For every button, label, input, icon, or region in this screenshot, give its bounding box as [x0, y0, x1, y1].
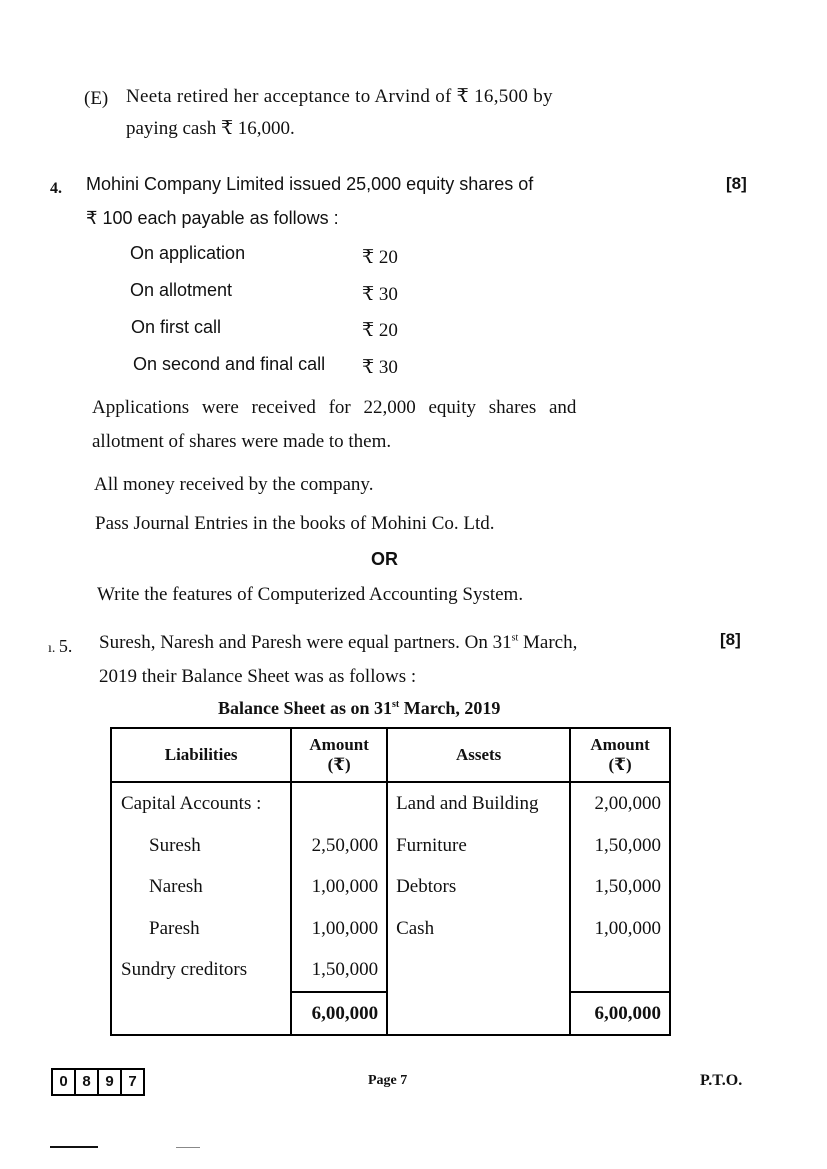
schedule-label: On second and final call	[133, 354, 326, 374]
page-number: Page 7	[368, 1073, 408, 1088]
q4-para1-line1: Applications were received for 22,000 equity shares and	[92, 397, 577, 418]
liabilities-column	[111, 782, 291, 1035]
balance-sheet-table	[110, 727, 671, 1036]
q4-para1-line2: allotment of shares were made to them.	[92, 431, 392, 452]
asset-amount: 1,00,000	[594, 917, 661, 939]
q3e-label: (E)	[84, 88, 109, 109]
schedule-amount: ₹ 20	[362, 320, 398, 341]
q4-marks: [8]	[726, 174, 747, 193]
schedule-amount: ₹ 20	[362, 247, 398, 268]
total-assets: 6,00,000	[571, 991, 669, 1035]
q5-number: ı. 5.	[48, 636, 73, 656]
q4-line2: ₹ 100 each payable as follows :	[86, 208, 339, 228]
table-header-row	[111, 728, 670, 782]
q5-number-text: 5.	[58, 636, 73, 656]
liability-label: Suresh	[149, 834, 201, 856]
liability-label: Paresh	[149, 917, 200, 939]
header-assets: Assets	[387, 728, 570, 782]
liability-amount: 2,50,000	[311, 834, 379, 856]
liability-amount: 1,00,000	[311, 876, 379, 897]
header-liabilities: Liabilities	[111, 728, 291, 782]
asset-label: Debtors	[396, 876, 457, 897]
q3e-line2: paying cash ₹ 16,000.	[126, 118, 295, 139]
q4-para2: All money received by the company.	[94, 474, 374, 495]
table-body-row	[111, 782, 670, 1035]
q5-line1: Suresh, Naresh and Paresh were equal partners. On 31st March,	[99, 632, 578, 653]
liability-label: Naresh	[149, 876, 203, 897]
liability-amount: 1,00,000	[311, 917, 379, 939]
schedule-amount: ₹ 30	[362, 284, 398, 305]
paper-code-digit: 0	[53, 1070, 76, 1094]
schedule-label: On allotment	[130, 280, 233, 300]
liability-label: Capital Accounts :	[121, 793, 262, 814]
q4-para3: Pass Journal Entries in the books of Mohini Co. Ltd.	[95, 513, 495, 534]
paper-code-box	[51, 1068, 145, 1096]
schedule-label: On first call	[131, 317, 222, 337]
asset-label: Furniture	[396, 834, 467, 856]
total-liabilities: 6,00,000	[292, 991, 386, 1035]
asset-amount: 1,50,000	[594, 834, 661, 856]
q4-alt: Write the features of Computerized Accounting System.	[97, 584, 524, 605]
liability-amount	[292, 783, 386, 825]
schedule-label: On application	[130, 243, 246, 263]
paper-code-digit: 9	[99, 1070, 122, 1094]
q4-or: OR	[371, 549, 398, 569]
header-amount-assets: Amount (₹)	[570, 728, 670, 782]
asset-amount: 1,50,000	[594, 876, 661, 897]
scan-mark	[50, 1146, 98, 1148]
paper-code-digit: 7	[128, 1073, 137, 1090]
liabilities-amount-column	[291, 782, 387, 1035]
paper-code-digit: 8	[76, 1070, 99, 1094]
asset-label: Land and Building	[396, 793, 539, 814]
asset-amount: 2,00,000	[594, 793, 661, 814]
schedule-amount: ₹ 30	[362, 357, 398, 378]
q4-line1: Mohini Company Limited issued 25,000 equity shares of	[86, 174, 534, 194]
q4-number: 4.	[50, 180, 62, 197]
q3e-line1: Neeta retired her acceptance to Arvind of ₹ 16,500 by	[126, 86, 553, 107]
q5-line2: 2019 their Balance Sheet was as follows :	[99, 666, 417, 687]
header-amount-liabilities: Amount (₹)	[291, 728, 387, 782]
liability-amount: 1,50,000	[311, 959, 379, 980]
asset-label: Cash	[396, 917, 435, 939]
q5-marks: [8]	[720, 630, 741, 649]
assets-amount-column	[570, 782, 670, 1035]
pto-label: P.T.O.	[700, 1072, 743, 1089]
liability-label: Sundry creditors	[121, 959, 248, 980]
bs-title: Balance Sheet as on 31st March, 2019	[218, 698, 501, 718]
assets-column	[387, 782, 570, 1035]
scan-mark	[176, 1147, 200, 1148]
